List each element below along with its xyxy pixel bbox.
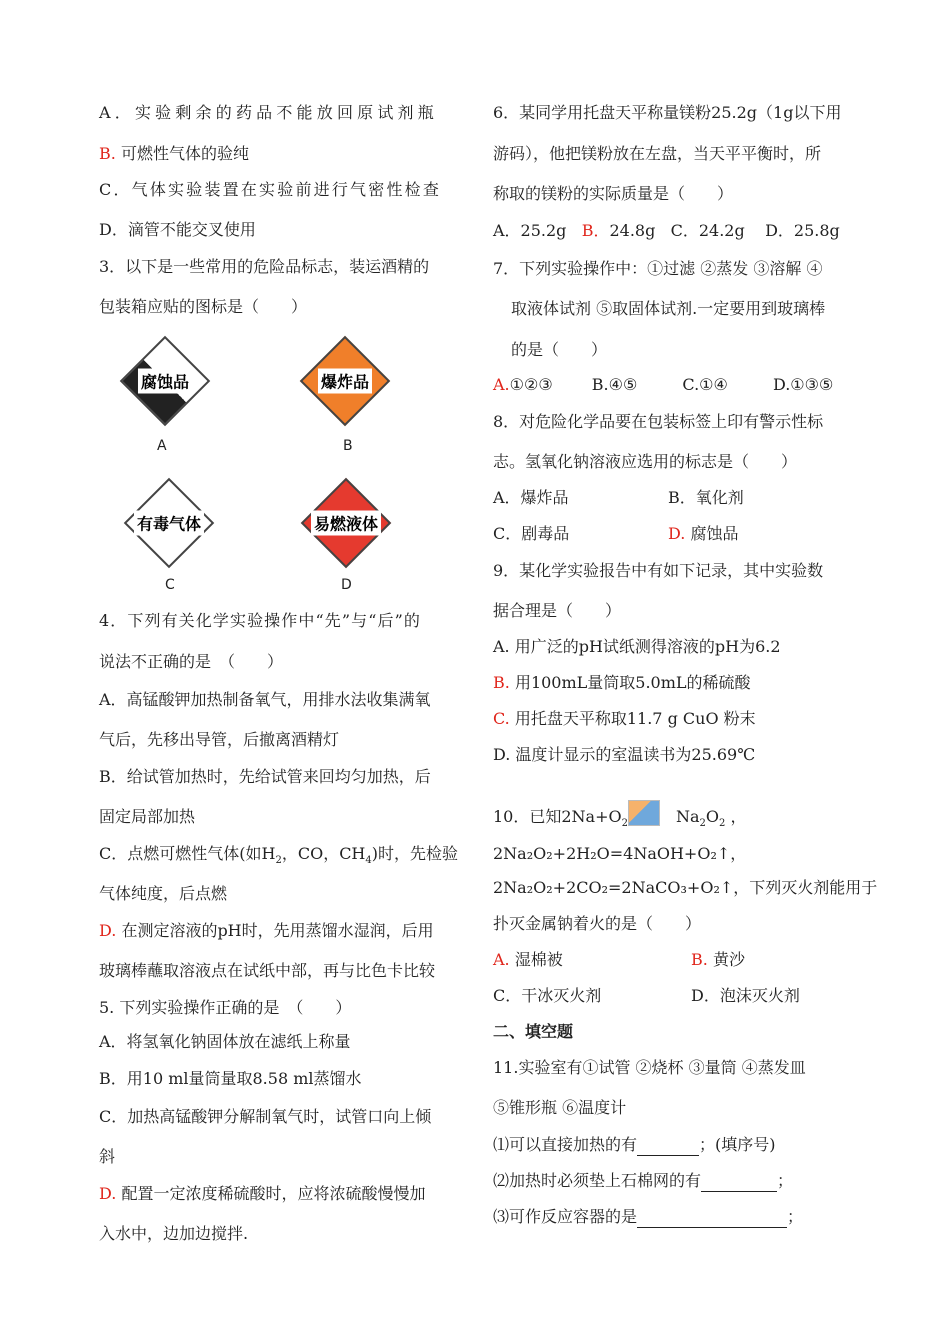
q9-option-d: D. 温度计显示的室温读书为25.69℃	[493, 745, 756, 764]
q5-option-b: B．用10 ml量筒量取8.58 ml蒸馏水	[99, 1069, 362, 1088]
answer-letter: D.	[668, 524, 686, 543]
option-a-text: A．实验剩余的药品不能放回原试剂瓶	[99, 103, 438, 122]
question-6-line1: 6．某同学用托盘天平称量镁粉25.2g（1g以下用	[493, 103, 842, 122]
option-b	[99, 143, 249, 165]
question-11-line2: ⑤锥形瓶 ⑥温度计	[493, 1098, 627, 1117]
flammable-liquid-sign	[296, 478, 396, 568]
option: ①②③	[509, 375, 553, 394]
q7-options	[493, 374, 833, 396]
text: 10．已知2Na+O	[493, 807, 622, 826]
question-8-line1: 8．对危险化学品要在包装标签上印有警示性标	[493, 412, 824, 431]
question-6-line2: 游码），他把镁粉放在左盘，当天平平衡时，所	[493, 144, 822, 163]
option-c	[99, 179, 441, 201]
question-7-line3: 的是（ ）	[511, 340, 608, 359]
q6-options	[493, 220, 840, 242]
text: Na	[675, 807, 700, 826]
q5-option-c-line2: 斜	[99, 1147, 116, 1166]
option: D.①③⑤	[772, 375, 834, 394]
q5-option-d-line1	[99, 1183, 425, 1205]
question-11-line1: 11.实验室有①试管 ②烧杯 ③量筒 ④蒸发皿	[493, 1058, 806, 1077]
q10-option-c: C．干冰灭火剂	[493, 986, 602, 1005]
text: ⑴可以直接加热的有	[493, 1135, 638, 1154]
q9-option-b	[493, 672, 751, 694]
question-8-line2: 志。氢氧化钠溶液应选用的标志是（ ）	[493, 452, 798, 471]
q4-option-a-line1: A．高锰酸钾加热制备氧气，用排水法收集满氧	[99, 690, 431, 709]
answer-letter: A.	[493, 375, 510, 394]
sign-caption-b: B	[343, 438, 353, 454]
text: ；	[787, 1207, 804, 1226]
q4-option-c-line2: 气体纯度，后点燃	[99, 884, 228, 903]
question-9-line2: 据合理是（ ）	[493, 601, 622, 620]
text: ⑶可作反应容器的是	[493, 1207, 638, 1226]
q4-option-c-line1: C．点燃可燃性气体(如$H_2$，CO，$CH_4$)时，先检验	[99, 844, 459, 867]
q9-option-a: A. 用广泛的pH试纸测得溶液的pH为6.2	[493, 637, 781, 656]
text: ，CO，CH	[281, 844, 366, 863]
text: ⑵加热时必须垫上石棉网的有	[493, 1171, 702, 1190]
q5-option-a: A．将氢氧化钠固体放在滤纸上称量	[99, 1032, 351, 1051]
option: C.①④	[682, 375, 728, 394]
question-9-line1: 9．某化学实验报告中有如下记录，其中实验数	[493, 561, 824, 580]
answer-letter: A.	[493, 950, 510, 969]
option: 24.8g	[609, 221, 656, 240]
q9-option-c	[493, 708, 756, 730]
question-10-line1: 10．已知$2Na+O_2$ $Na_2O_2$ ，	[493, 800, 747, 835]
answer-letter: D.	[99, 921, 117, 940]
text: O	[705, 807, 720, 826]
explosive-sign	[295, 336, 395, 426]
option: B.④⑤	[591, 375, 638, 394]
question-3-line1: 3．以下是一些常用的危险品标志，装运酒精的	[99, 257, 430, 276]
option: D．25.8g	[765, 221, 840, 240]
q5-option-c-line1: C．加热高锰酸钾分解制氧气时，试管口向上倾	[99, 1107, 432, 1126]
sign-label: 有毒气体	[134, 511, 204, 536]
q4-option-b-line1: B．给试管加热时，先给试管来回均匀加热，后	[99, 767, 431, 786]
q8-option-a: A．爆炸品	[493, 488, 569, 507]
answer-letter: D.	[99, 1184, 117, 1203]
option: 湿棉被	[514, 950, 563, 969]
option-b-text: 可燃性气体的验纯	[120, 144, 249, 163]
option: 用托盘天平称取11.7 g CuO 粉末	[514, 709, 756, 728]
question-10-line2: 2Na₂O₂+2H₂O=4NaOH+O₂↑，	[493, 844, 747, 863]
sign-caption-d: D	[341, 577, 352, 593]
option: 用100mL量筒取5.0mL的稀硫酸	[514, 673, 751, 692]
question-10-line3: 2Na₂O₂+2CO₂=2NaCO₃+O₂↑，下列灭火剂能用于	[493, 878, 878, 897]
q8-option-b: B．氧化剂	[668, 488, 744, 507]
q11-sub1	[493, 1134, 776, 1156]
option: 腐蚀品	[690, 524, 739, 543]
question-5: 5. 下列实验操作正确的是 （ ）	[99, 998, 352, 1017]
question-3-line2: 包装箱应贴的图标是（ ）	[99, 297, 308, 316]
q4-option-d-line2: 玻璃棒蘸取溶液点在试纸中部，再与比色卡比较	[99, 961, 436, 980]
option-a	[99, 102, 461, 124]
question-4-line1	[99, 610, 421, 632]
question-7-line2: 取液体试剂 ⑤取固体试剂.一定要用到玻璃棒	[511, 299, 826, 318]
question-10-line4: 扑灭金属钠着火的是（ ）	[493, 914, 702, 933]
text: ；(填序号)	[699, 1135, 776, 1154]
q5-option-d-line2: 入水中，边加边搅拌.	[99, 1224, 249, 1243]
broken-image-icon	[628, 800, 660, 826]
answer-blank[interactable]	[701, 1175, 777, 1192]
question-6-line3: 称取的镁粉的实际质量是（ ）	[493, 184, 734, 203]
option: 黄沙	[712, 950, 745, 969]
option-c-text: C．气体实验装置在实验前进行气密性检查	[99, 180, 442, 199]
sign-label: 易燃液体	[311, 511, 381, 536]
text: )时，先检验	[371, 844, 459, 863]
option: A．25.2g	[493, 221, 567, 240]
corrosive-sign	[115, 336, 215, 426]
q11-sub2	[493, 1170, 793, 1192]
text: ；	[777, 1171, 794, 1190]
answer-blank[interactable]	[637, 1211, 787, 1228]
q4-option-b-line2: 固定局部加热	[99, 807, 196, 826]
sign-label: 腐蚀品	[138, 369, 192, 394]
option-d: D．滴管不能交叉使用	[99, 220, 256, 239]
answer-letter: B．	[581, 221, 610, 240]
answer-letter: B.	[99, 144, 116, 163]
text: ，	[730, 807, 747, 826]
text: C．点燃可燃性气体(如H	[99, 844, 276, 863]
q4-option-d-line1	[99, 920, 434, 942]
q4-text: 4．下列有关化学实验操作中“先”与“后”的	[99, 611, 421, 630]
q8-option-d	[668, 523, 738, 545]
answer-letter: B.	[493, 673, 510, 692]
text: 在测定溶液的pH时，先用蒸馏水湿润，后用	[121, 921, 434, 940]
q8-option-c: C．剧毒品	[493, 524, 570, 543]
sign-label: 爆炸品	[318, 369, 372, 394]
sign-caption-a: A	[157, 438, 167, 454]
answer-letter: B.	[691, 950, 708, 969]
answer-blank[interactable]	[637, 1139, 699, 1156]
option: C．24.2g	[670, 221, 745, 240]
sign-caption-c: C	[165, 577, 175, 593]
toxic-gas-sign	[119, 478, 219, 568]
q10-option-a	[493, 949, 563, 971]
q10-option-b	[691, 949, 745, 971]
section-2-heading: 二、填空题	[493, 1022, 574, 1041]
question-7-line1: 7．下列实验操作中：①过滤 ②蒸发 ③溶解 ④	[493, 259, 823, 278]
text: 配置一定浓度稀硫酸时，应将浓硫酸慢慢加	[121, 1184, 426, 1203]
answer-letter: C.	[493, 709, 510, 728]
q10-option-d: D．泡沫灭火剂	[691, 986, 800, 1005]
q4-option-a-line2: 气后，先移出导管，后撤离酒精灯	[99, 730, 340, 749]
question-4-line2: 说法不正确的是 （ ）	[99, 652, 284, 671]
q11-sub3	[493, 1206, 803, 1228]
